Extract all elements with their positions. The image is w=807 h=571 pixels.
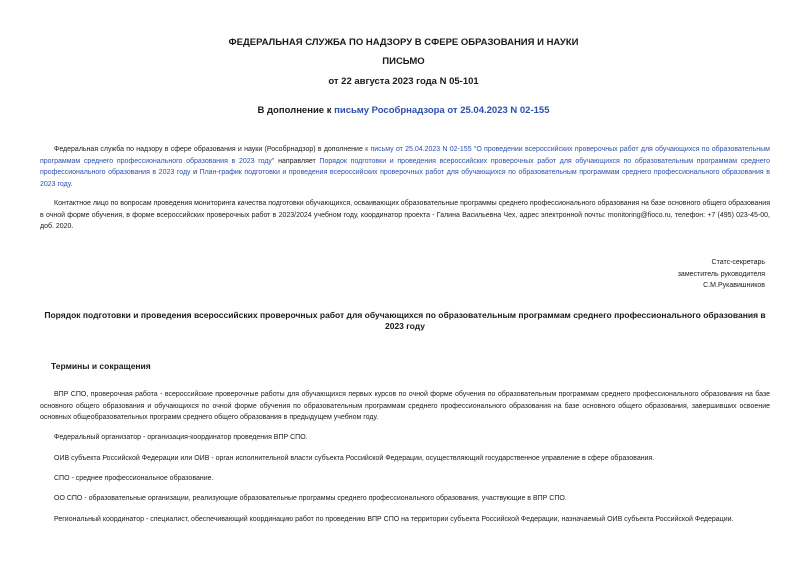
term-paragraph: Региональный координатор - специалист, обеспечивающий координацию работ по проведению ВПР СПО на территории субъекта Российской Федерации, назначаемый ОИВ субъекта Российской Федерации. — [54, 516, 734, 523]
p1-text-2: направляет — [274, 157, 320, 165]
schedule-link[interactable]: План-график подготовки и проведения всероссийских проверочных работ для обучающихся по образовательным программам среднего профессионального образования в 2023 году — [40, 169, 770, 188]
term-paragraph: ВПР СПО, проверочная работа - всероссийские проверочные работы для обучающихся первых курсов по очной форме обучения по образовательным программам среднего профессионального образования на базе основного общего образования и обучающихся по очной форме обучения по образовательным программам среднего профессионального образования на базе основного общего образования, завершивших освоение основных общеобразовательных программ среднего общего образования в предыдущем учебном году. — [40, 391, 770, 421]
annex-title: Порядок подготовки и проведения всероссийских проверочных работ для обучающихся по образовательным программам среднего профессионального образования в 2023 году — [44, 310, 766, 331]
p1-text-4: . — [70, 180, 73, 188]
addendum-link[interactable]: письму Рособрнадзора от 25.04.2023 N 02-155 — [334, 105, 550, 116]
body-paragraph-2: Контактное лицо по вопросам проведения мониторинга качества подготовки обучающихся, осваивающих образовательные программы среднего профессионального образования на базе основного общего образования в очной форме обучения, в форме всероссийских проверочных работ в 2023/2024 учебном году, координатор проекта - Галина Васильевна Чех, адрес электронной почты: monitoring@fioco.ru, телефон: +7 (495) 023-45-00, доб. 2020. — [40, 200, 770, 230]
term-paragraph: ОО СПО - образовательные организации, реализующие образовательные программы среднего профессионального образования, участвующие в ВПР СПО. — [54, 495, 567, 502]
document-date-number: от 22 августа 2023 года N 05-101 — [328, 76, 479, 87]
document-type: ПИСЬМО — [382, 56, 425, 67]
section-title: Термины и сокращения — [51, 361, 151, 371]
signature-block — [678, 257, 765, 292]
prior-letter-link[interactable]: к письму от 25.04.2023 N 02-155 "О проведении всероссийских проверочных работ для обучающихся по образовательным программам среднего профессионального образования в 2023 году" — [40, 146, 770, 165]
addendum-line — [0, 105, 807, 116]
term-paragraph: СПО - среднее профессиональное образование. — [54, 475, 214, 482]
addendum-prefix: В дополнение к — [257, 105, 335, 116]
p1-text-1: Федеральная служба по надзору в сфере образования и науки (Рособрнадзор) в дополнение — [54, 146, 366, 153]
p1-text-3: и — [190, 169, 200, 176]
term-paragraph: ОИВ субъекта Российской Федерации или ОИВ - орган исполнительной власти субъекта Российской Федерации, осуществляющий государственное управление в сфере образования. — [54, 455, 655, 462]
signature-name: С.М.Рукавишников — [703, 282, 765, 289]
signature-position-2: заместитель руководителя — [677, 270, 765, 278]
term-paragraph: Федеральный организатор - организация-координатор проведения ВПР СПО. — [54, 434, 308, 441]
agency-title: ФЕДЕРАЛЬНАЯ СЛУЖБА ПО НАДЗОРУ В СФЕРЕ ОБРАЗОВАНИЯ И НАУКИ — [228, 37, 579, 48]
body-paragraph-1 — [40, 144, 770, 190]
procedure-link[interactable]: Порядок подготовки и проведения всероссийских проверочных работ для обучающихся по образовательным программам среднего профессионального образования в 2023 году — [40, 157, 770, 176]
signature-position-1: Статс-секретарь — [711, 259, 765, 266]
